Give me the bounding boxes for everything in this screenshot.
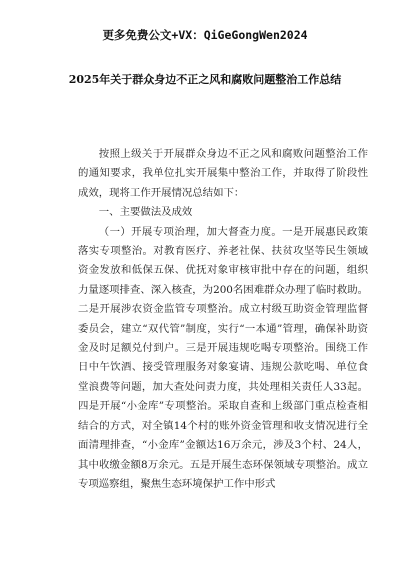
section-paragraph: （一）开展专项治理，加大督查力度。一是开展惠民政策落实专项整治。对教育医疗、养老社保、扶贫攻坚等民生领域资金发放和低保五保、优抚对象审核审批中存在的问题，组织力量逐项排查、深入核查，为200名困难群众办理了临时救助。二是开展涉农资金监管专项整治。成立村级互助资金管理监督委员会，建立“双代管”制度，实行“一本通”管理，确保补助资金及时足额兑付到户。三是开展违规吃喝专项整治。围绕工作日中午饮酒、接受管理服务对象宴请、违规公款吃喝、单位食堂浪费等问题，加大查处问责力度，共处理相关责任人33起。四是开展“小金库”专项整治。采取自查和上级部门重点检查相结合的方式，对全镇14个村的账外资金管理和收支情况进行全面清理排查，“小金库”金额达16万余元，涉及3个村、24人，其中收缴金额8万余元。五是开展生态环保领域专项整治。成立专项巡察组，聚焦生态环境保护工作中形式 bbox=[78, 225, 368, 490]
intro-paragraph: 按照上级关于开展群众身边不正之风和腐败问题整治工作的通知要求，我单位扎实开展集中整治工作，并取得了阶段性成效，现将工作开展情况总结如下： bbox=[78, 148, 368, 199]
document-body bbox=[78, 145, 368, 494]
document-title: 2025年关于群众身边不正之风和腐败问题整治工作总结 bbox=[68, 73, 342, 86]
watermark-text: 更多免费公文+VX：QiGeGongWen2024 bbox=[102, 28, 308, 42]
section-heading: 一、主要做法及成效 bbox=[98, 206, 193, 219]
